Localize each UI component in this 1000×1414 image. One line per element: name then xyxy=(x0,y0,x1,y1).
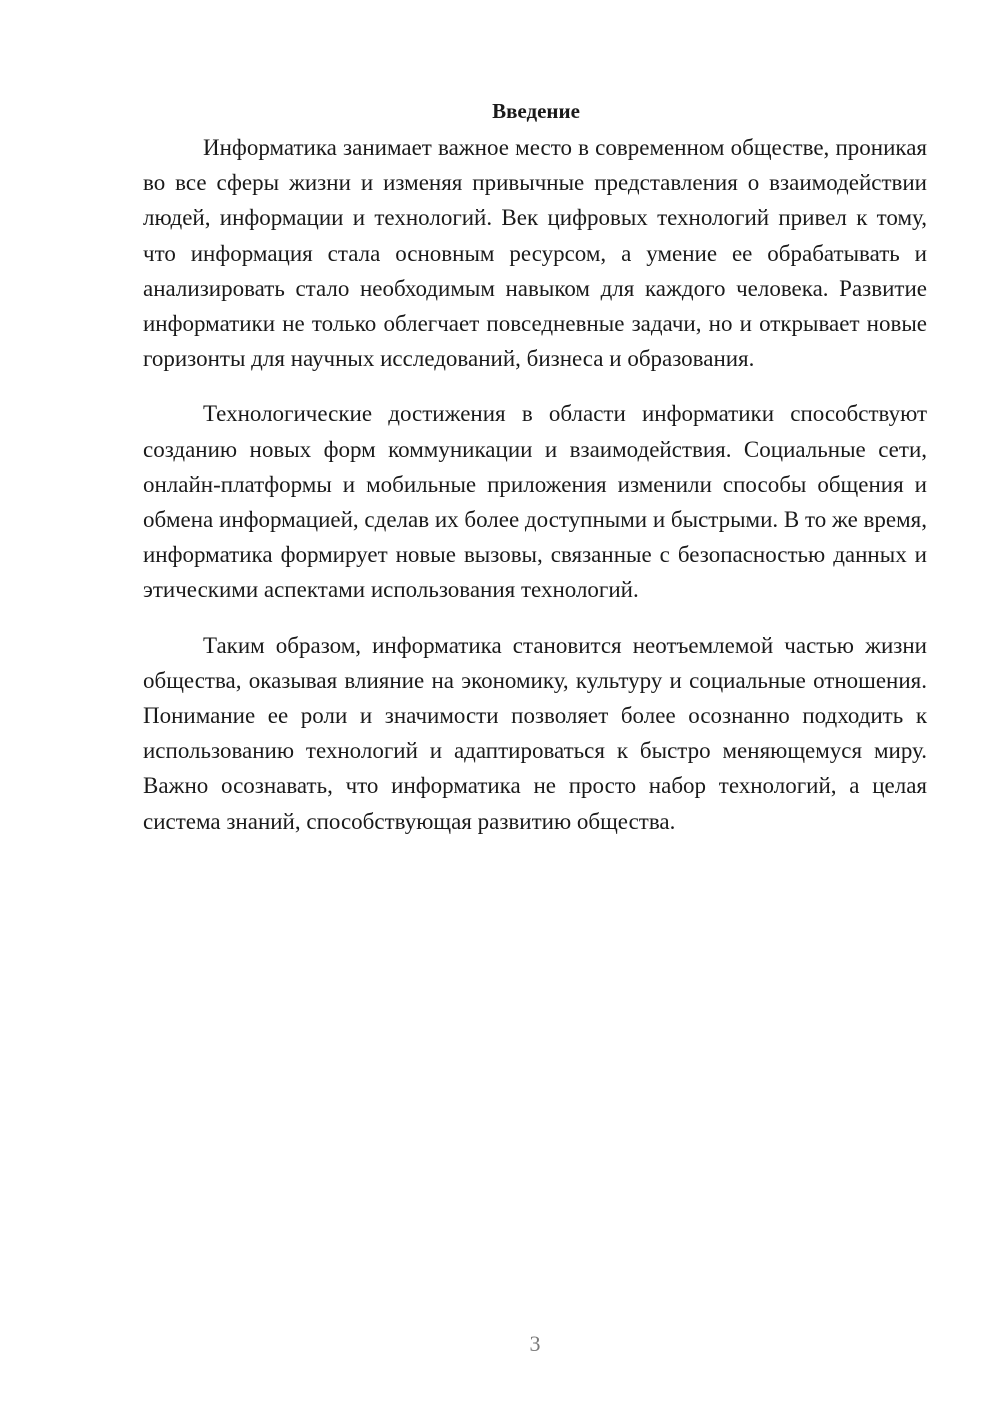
page-content xyxy=(143,94,927,839)
paragraph-2: Технологические достижения в области информатики способствуют созданию новых форм коммуникации и взаимодействия. Социальные сети, онлайн-платформы и мобильные приложения изменили способы общения и обмена информацией, сделав их более доступными и быстрыми. В то же время, информатика формирует новые вызовы, связанные с безопасностью данных и этическими аспектами использования технологий. xyxy=(143,401,928,603)
page-number: 3 xyxy=(529,1331,541,1356)
paragraph-1: Информатика занимает важное место в современном обществе, проникая во все сферы жизни и изменяя привычные представления о взаимодействии людей, информации и технологий. Век цифровых технологий привел к тому, что информация стала основным ресурсом, а умение ее обрабатывать и анализировать стало необходимым навыком для каждого человека. Развитие информатики не только облегчает повседневные задачи, но и открывает новые горизонты для научных исследований, бизнеса и образования. xyxy=(143,135,927,372)
section-heading: Введение xyxy=(492,99,580,123)
paragraph-3: Таким образом, информатика становится неотъемлемой частью жизни общества, оказывая влияние на экономику, культуру и социальные отношения. Понимание ее роли и значимости позволяет более осознанно подходить к использованию технологий и адаптироваться к быстро меняющемуся миру. Важно осознавать, что информатика не просто набор технологий, а целая система знаний, способствующая развитию общества. xyxy=(143,632,927,834)
